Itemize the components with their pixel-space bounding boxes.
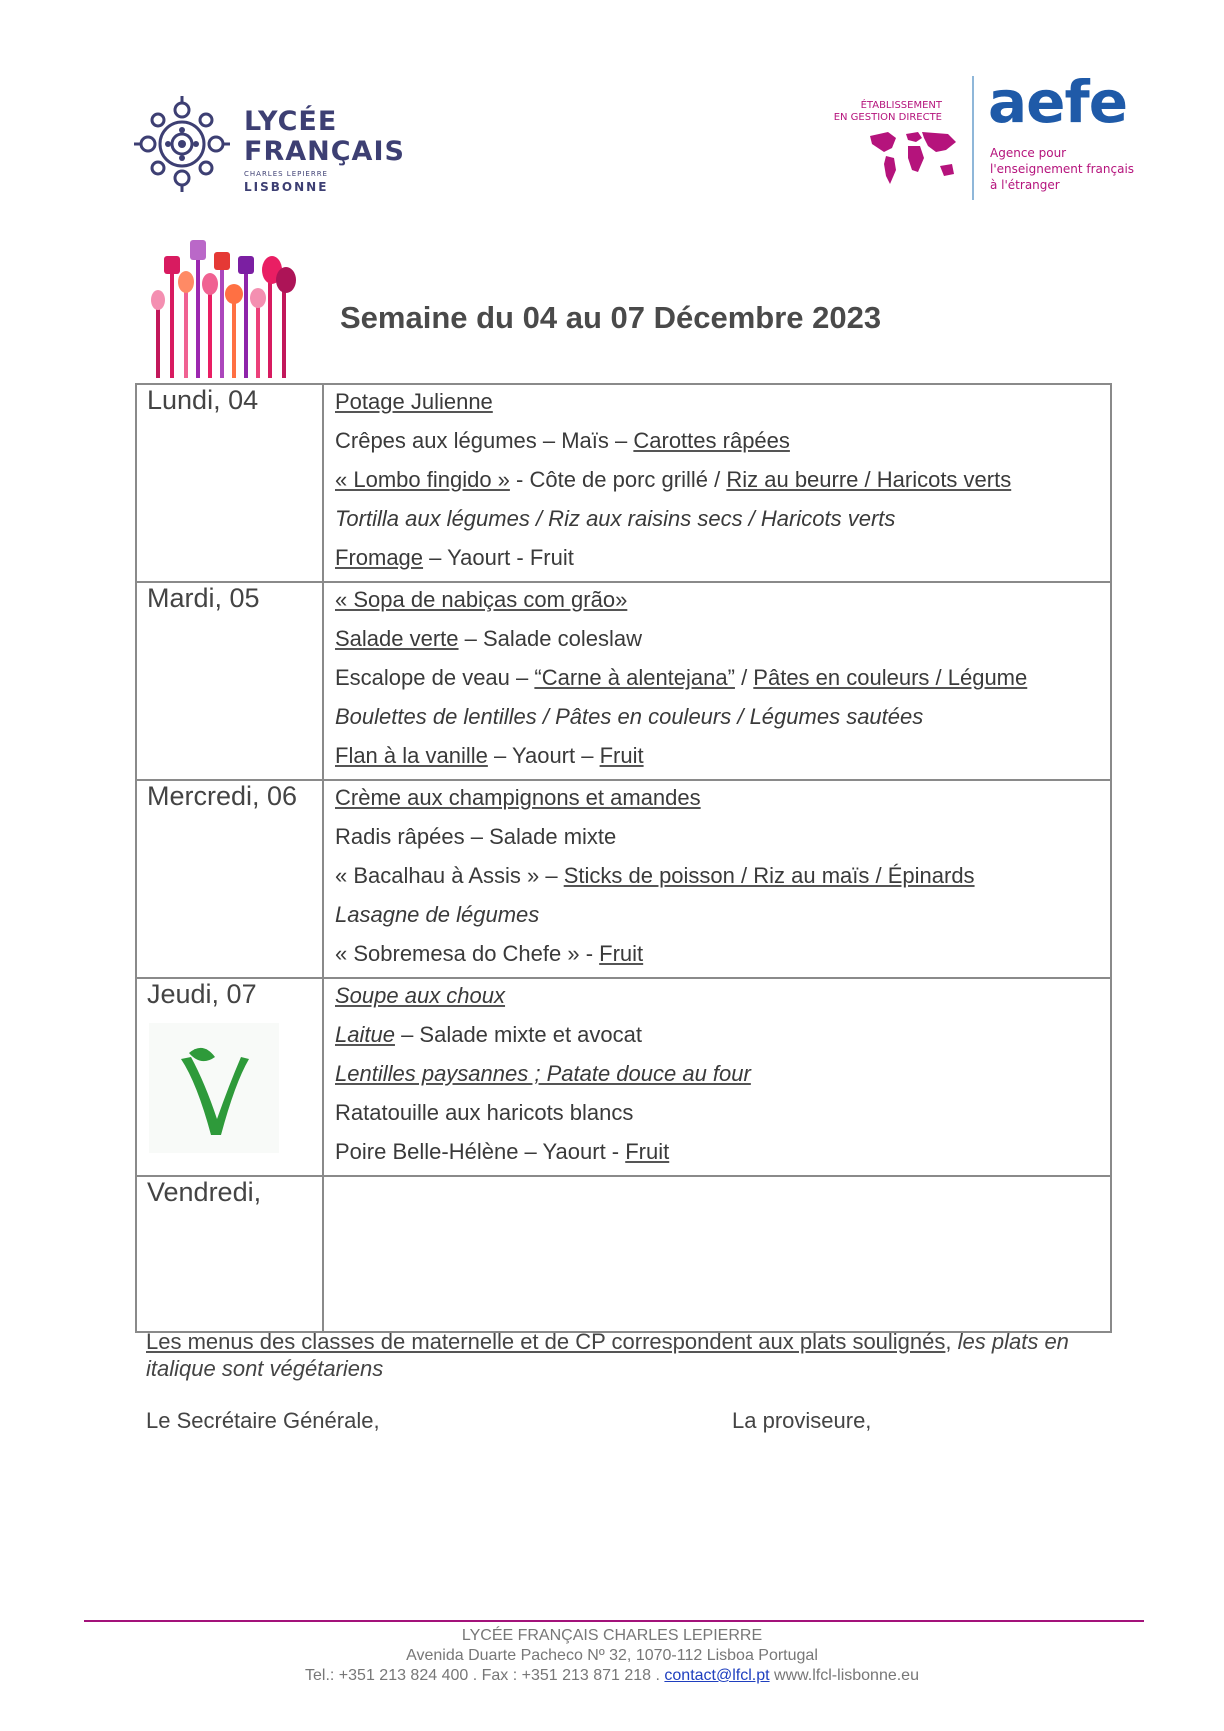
day-name: Mercredi, 06: [147, 781, 298, 811]
lycee-logo-line4: LISBONNE: [244, 180, 329, 194]
day-name: Mardi, 05: [147, 583, 260, 613]
dish-line: [335, 504, 1102, 543]
dish-text: Boulettes de lentilles / Pâtes en couleurs / Légumes sautées: [335, 704, 924, 729]
dish-list: [335, 783, 1102, 978]
dish-line: [335, 1098, 1102, 1137]
day-cell: [137, 781, 324, 977]
signature-proviseure: La proviseure,: [732, 1408, 872, 1433]
dish-text: « Lombo fingido »: [335, 467, 510, 492]
dish-text: Radis râpées – Salade mixte: [335, 824, 617, 849]
weekly-menu-table: [135, 383, 1112, 1333]
dish-line: [335, 702, 1102, 741]
day-cell: [137, 385, 324, 581]
aefe-established-line2: EN GESTION DIRECTE: [833, 112, 942, 123]
footer-contact: [0, 1667, 1224, 1685]
dish-line: [335, 981, 1102, 1020]
lycee-francais-logo: [130, 92, 405, 202]
world-map-icon: [866, 128, 960, 188]
dish-text: Ratatouille aux haricots blancs: [335, 1100, 634, 1125]
footer-address: Avenida Duarte Pacheco Nº 32, 1070-112 Lisboa Portugal: [406, 1647, 818, 1664]
dish-text: Poire Belle-Hélène – Yaourt -: [335, 1139, 626, 1164]
dish-line: [335, 741, 1102, 780]
page-title: Semaine du 04 au 07 Décembre 2023: [340, 300, 882, 335]
day-cell: [137, 1177, 324, 1331]
dish-text: Riz au beurre / Haricots verts: [726, 467, 1012, 492]
cutlery-illustration-icon: [150, 238, 305, 381]
dish-text: Salade verte: [335, 626, 459, 651]
dish-line: [335, 783, 1102, 822]
dish-line: [335, 822, 1102, 861]
dish-text: /: [734, 665, 754, 690]
dish-line: [335, 1137, 1102, 1176]
dish-text: – Salade coleslaw: [458, 626, 642, 651]
dish-line: [335, 1059, 1102, 1098]
dish-line: [335, 465, 1102, 504]
dish-list: [335, 981, 1102, 1176]
footnote-underlined: Les menus des classes de maternelle et de CP correspondent aux plats soulignés: [146, 1329, 946, 1354]
aefe-established-line1: ÉTABLISSEMENT: [860, 100, 942, 111]
day-row-mercredi: [137, 781, 1110, 979]
day-row-mardi: [137, 583, 1110, 781]
day-cell: [137, 583, 324, 779]
menu-footnote: [146, 1328, 1106, 1382]
dish-line: [335, 543, 1102, 582]
day-name: Lundi, 04: [147, 385, 259, 415]
dish-list: [335, 387, 1102, 582]
dish-line: [335, 585, 1102, 624]
dish-text: “Carne à alentejana”: [534, 665, 735, 690]
dish-text: Lasagne de légumes: [335, 902, 540, 927]
dish-text: « Sopa de nabiças com grão»: [335, 587, 628, 612]
footer-school-name: LYCÉE FRANÇAIS CHARLES LEPIERRE: [461, 1627, 763, 1644]
aefe-logo: [833, 68, 1135, 204]
footer-divider: [84, 1620, 1144, 1622]
dish-line: [335, 663, 1102, 702]
lycee-logo-line2: FRANÇAIS: [244, 136, 405, 167]
dish-text: Escalope de veau –: [335, 665, 535, 690]
dish-text: Laitue: [335, 1022, 395, 1047]
lycee-logo-line3: CHARLES LEPIERRE: [244, 170, 328, 178]
day-cell: [137, 979, 324, 1175]
dish-text: Pâtes en couleurs / Légume: [753, 665, 1028, 690]
day-row-lundi: [137, 385, 1110, 583]
dish-text: Fruit: [599, 941, 644, 966]
dish-text: – Yaourt –: [487, 743, 600, 768]
dish-line: [335, 426, 1102, 465]
dish-text: - Côte de porc grillé /: [509, 467, 727, 492]
lycee-logo-line1: LYCÉE: [244, 106, 338, 137]
signature-secretary: Le Secrétaire Générale,: [146, 1408, 380, 1433]
dish-text: – Salade mixte et avocat: [394, 1022, 642, 1047]
dish-text: Crêpes aux légumes – Maïs –: [335, 428, 634, 453]
footnote-italic: les plats en italique sont végétariens: [146, 1329, 1069, 1381]
footnote-comma: ,: [945, 1329, 952, 1354]
day-name: Vendredi,: [147, 1177, 262, 1207]
aefe-divider: [972, 76, 974, 200]
dish-text: Tortilla aux légumes / Riz aux raisins secs / Haricots verts: [335, 506, 896, 531]
day-row-jeudi: [137, 979, 1110, 1177]
footer-website: www.lfcl-lisbonne.eu: [769, 1667, 919, 1684]
dish-text: Fruit: [599, 743, 644, 768]
day-name: Jeudi, 07: [147, 979, 257, 1009]
dish-line: [335, 900, 1102, 939]
dish-text: Lentilles paysannes ; Patate douce au four: [335, 1061, 751, 1086]
aefe-tagline1: Agence pour: [990, 146, 1067, 160]
dish-text: Fruit: [625, 1139, 670, 1164]
dish-line: [335, 939, 1102, 978]
dish-text: – Yaourt - Fruit: [423, 545, 574, 570]
vegetarian-v-icon: [149, 1023, 279, 1153]
dish-line: [335, 1020, 1102, 1059]
dish-line: [335, 861, 1102, 900]
dish-list: [335, 585, 1102, 780]
dish-text: Fromage: [335, 545, 424, 570]
dish-text: Sticks de poisson / Riz au maïs / Épinards: [563, 863, 975, 888]
dish-text: Flan à la vanille: [335, 743, 488, 768]
day-row-vendredi: [137, 1177, 1110, 1331]
aefe-wordmark: aefe: [988, 68, 1128, 136]
footer-phone-fax: Tel.: +351 213 824 400 . Fax : +351 213 871 218 .: [305, 1667, 665, 1684]
dish-text: « Sobremesa do Chefe » -: [335, 941, 600, 966]
footer-email-link[interactable]: contact@lfcl.pt: [664, 1667, 770, 1684]
dish-text: Potage Julienne: [335, 389, 493, 414]
aefe-tagline2: l'enseignement français: [990, 162, 1135, 176]
dish-line: [335, 624, 1102, 663]
lycee-emblem-icon: [130, 92, 234, 196]
dish-line: [335, 387, 1102, 426]
aefe-tagline3: à l'étranger: [990, 178, 1060, 192]
dish-text: Crème aux champignons et amandes: [335, 785, 701, 810]
dish-text: Carottes râpées: [633, 428, 790, 453]
dish-text: Soupe aux choux: [335, 983, 506, 1008]
dish-text: « Bacalhau à Assis » –: [335, 863, 564, 888]
